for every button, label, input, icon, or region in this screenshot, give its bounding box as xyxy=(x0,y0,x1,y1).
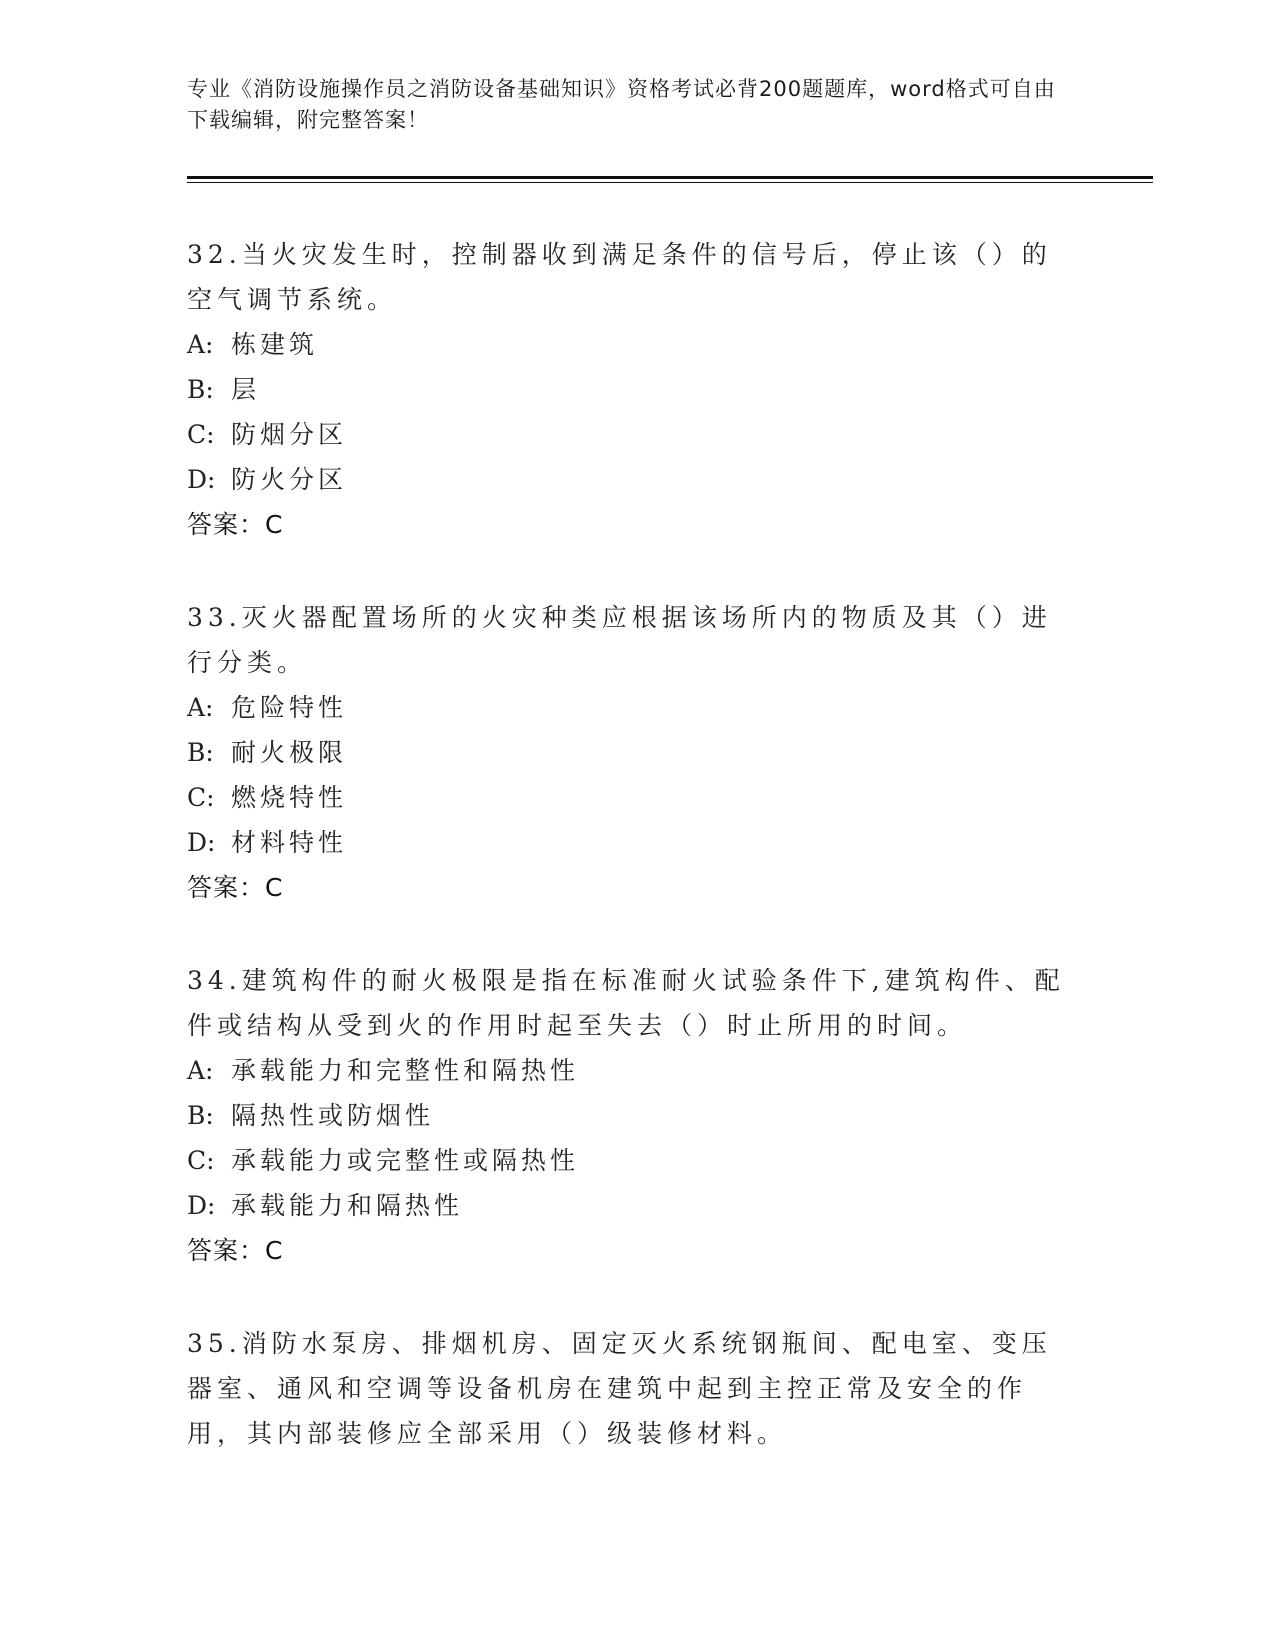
option-c xyxy=(187,775,1067,820)
option-b xyxy=(187,730,1067,775)
answer-line: 答案：C xyxy=(187,1236,284,1265)
option-a xyxy=(187,322,1067,367)
option-text: 材料特性 xyxy=(231,828,348,857)
option-key: D: xyxy=(187,465,216,494)
option-key: A: xyxy=(187,1056,214,1085)
option-text: 隔热性或防烟性 xyxy=(231,1101,435,1130)
option-key: C: xyxy=(187,783,215,812)
question-stem: 34.建筑构件的耐火极限是指在标准耐火试验条件下,建筑构件、配件或结构从受到火的作用时起至失去（）时止所用的时间。 xyxy=(187,966,1065,1040)
option-text: 承载能力或完整性或隔热性 xyxy=(231,1146,580,1175)
option-d xyxy=(187,457,1067,502)
header-divider-thin xyxy=(187,182,1153,183)
option-key: B: xyxy=(187,375,214,404)
option-key: B: xyxy=(187,738,214,767)
option-a xyxy=(187,685,1067,730)
option-key: C: xyxy=(187,1146,215,1175)
option-text: 防烟分区 xyxy=(231,420,348,449)
question-stem: 35.消防水泵房、排烟机房、固定灭火系统钢瓶间、配电室、变压器室、通风和空调等设备机房在建筑中起到主控正常及安全的作用，其内部装修应全部采用（）级装修材料。 xyxy=(187,1329,1052,1448)
answer-line: 答案：C xyxy=(187,873,284,902)
option-text: 耐火极限 xyxy=(231,738,348,767)
option-text: 承载能力和完整性和隔热性 xyxy=(231,1056,580,1085)
question-34 xyxy=(187,958,1067,1273)
answer-line: 答案：C xyxy=(187,510,284,539)
option-key: A: xyxy=(187,330,214,359)
option-b xyxy=(187,367,1067,412)
option-text: 防火分区 xyxy=(231,465,348,494)
option-a xyxy=(187,1048,1067,1093)
document-header: 专业《消防设施操作员之消防设备基础知识》资格考试必背200题题库，word格式可自由下载编辑，附完整答案！ xyxy=(187,77,1056,132)
option-key: B: xyxy=(187,1101,214,1130)
option-text: 承载能力和隔热性 xyxy=(231,1191,464,1220)
question-stem: 33.灭火器配置场所的火灾种类应根据该场所内的物质及其（）进行分类。 xyxy=(187,603,1052,677)
question-32 xyxy=(187,232,1067,547)
question-35 xyxy=(187,1321,1067,1456)
option-text: 层 xyxy=(231,375,261,404)
question-33 xyxy=(187,595,1067,910)
option-key: D: xyxy=(187,828,216,857)
option-d xyxy=(187,820,1067,865)
option-text: 栋建筑 xyxy=(231,330,319,359)
option-key: A: xyxy=(187,693,214,722)
option-d xyxy=(187,1183,1067,1228)
option-c xyxy=(187,1138,1067,1183)
option-text: 危险特性 xyxy=(231,693,348,722)
option-key: C: xyxy=(187,420,215,449)
option-b xyxy=(187,1093,1067,1138)
question-stem: 32.当火灾发生时，控制器收到满足条件的信号后，停止该（）的空气调节系统。 xyxy=(187,240,1052,314)
option-key: D: xyxy=(187,1191,216,1220)
option-text: 燃烧特性 xyxy=(231,783,348,812)
header-divider xyxy=(187,176,1153,179)
option-c xyxy=(187,412,1067,457)
